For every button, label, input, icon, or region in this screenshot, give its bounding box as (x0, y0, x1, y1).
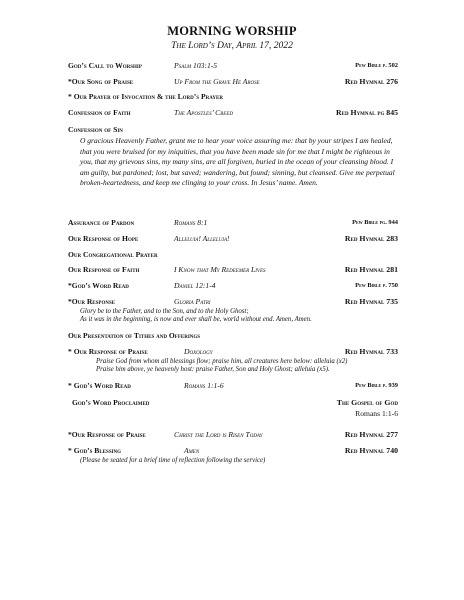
reflection-note: (Please be seated for a brief time of reflection following the service) (80, 457, 266, 464)
item-gods-word-read-1 (68, 280, 398, 292)
item-label: God’s Call to Worship (68, 61, 142, 70)
item-scripture: Romans 1:1-6 (184, 381, 224, 390)
item-confession-of-sin (68, 124, 398, 136)
item-label: * God’s Word Read (68, 381, 131, 390)
item-invocation (68, 91, 398, 103)
item-scripture: Daniel 12:1-4 (174, 281, 216, 290)
doxology-line-2: Praise him above, ye heavenly host: praise Father, Son and Holy Ghost; alleluia (x5). (96, 366, 330, 373)
item-call-to-worship (68, 60, 398, 72)
item-label: * Our Prayer of Invocation & the Lord’s Prayer (68, 92, 223, 101)
item-response-of-praise-2 (68, 429, 398, 441)
item-gods-word-proclaimed (72, 397, 398, 409)
item-reference: Pew Bible pg. 944 (352, 219, 398, 226)
doxology-line-1: Praise God from whom all blessings flow; praise him, all creatures here below: alleluia (x2) (96, 358, 348, 365)
sermon-title: The Gospel of God (336, 398, 398, 407)
item-response: Amen (184, 446, 200, 455)
item-hymn-title: Doxology (184, 347, 213, 356)
item-confession-of-faith (68, 107, 398, 119)
item-scripture: Psalm 103:1-5 (174, 61, 218, 70)
service-date: The Lord’s Day, April 17, 2022 (171, 40, 293, 51)
sermon-scripture: Romans 1:1-6 (355, 409, 398, 418)
item-hymn-title: Up From the Grave He Arose (174, 77, 260, 86)
gloria-line-2: As it was in the beginning, is now and ever shall be, world without end. Amen, Amen. (80, 316, 312, 323)
item-label: *Our Response of Praise (68, 430, 146, 439)
item-response-of-faith (68, 264, 398, 276)
item-reference: Red Hymnal 276 (344, 77, 398, 86)
item-label: * God’s Blessing (68, 446, 122, 455)
gloria-line-1: Glory be to the Father, and to the Son, and to the Holy Ghost; (80, 308, 249, 315)
item-hymn-title: Alleluia! Alleluia! (174, 234, 230, 243)
item-label: Our Congregational Prayer (68, 250, 158, 259)
item-hymn-title: I Know that My Redeemer Lives (174, 265, 266, 274)
item-hymn-title: Gloria Patri (174, 297, 211, 306)
item-reference: Pew Bible p. 939 (355, 382, 398, 389)
item-reference: Red Hymnal 281 (344, 265, 398, 274)
item-label: * Our Response of Praise (68, 347, 148, 356)
item-hymn-title: Christ the Lord is Risen Today (174, 430, 263, 439)
item-label: *Our Song of Praise (68, 77, 134, 86)
item-tithes-and-offerings (68, 330, 398, 342)
item-our-response (68, 296, 398, 308)
item-label: Our Response of Hope (68, 234, 139, 243)
item-reference: Red Hymnal 740 (344, 446, 398, 455)
item-congregational-prayer (68, 249, 398, 261)
item-label: Assurance of Pardon (68, 218, 135, 227)
page-title: MORNING WORSHIP (167, 24, 297, 38)
item-reference: Red Hymnal 733 (344, 347, 398, 356)
item-label: Confession of Sin (68, 125, 123, 134)
item-song-of-praise (68, 76, 398, 88)
item-gods-word-read-2 (68, 380, 398, 392)
item-reference: Red Hymnal pg 845 (335, 108, 398, 117)
item-response-of-hope (68, 233, 398, 245)
item-reference: Red Hymnal 735 (344, 297, 398, 306)
item-gods-blessing (68, 445, 398, 457)
item-creed: The Apostles’ Creed (174, 108, 233, 117)
item-reference: Red Hymnal 277 (344, 430, 398, 439)
item-response-of-praise-1 (68, 346, 398, 358)
item-label: Our Presentation of Tithes and Offerings (68, 331, 201, 340)
item-label: God’s Word Proclaimed (72, 398, 150, 407)
item-label: Confession of Faith (68, 108, 131, 117)
item-assurance-of-pardon (68, 217, 398, 229)
item-reference: Pew Bible p. 502 (355, 62, 398, 69)
item-label: *God’s Word Read (68, 281, 129, 290)
item-reference: Red Hymnal 283 (344, 234, 398, 243)
item-scripture: Romans 8:1 (174, 218, 208, 227)
confession-prayer-text: O gracious Heavenly Father, grant me to hear your voice assuring me: that by your stripes I am healed, that you were bruised for my iniquities, that you have been made sin for me that I might be righteous in you, that my grievous sins, my many sins, are all forgiven, buried in the ocean of your cleansing blood. I am guilty, but pardoned; lost, but saved; wandering, but found; sinning, but cleansed. Give me perpetual broken-heartedness, and keep me clinging to your cross. In Jesus’ name. Amen. (80, 136, 395, 188)
item-label: *Our Response (68, 297, 116, 306)
item-label: Our Response of Faith (68, 265, 140, 274)
item-reference: Pew Bible p. 750 (355, 282, 398, 289)
